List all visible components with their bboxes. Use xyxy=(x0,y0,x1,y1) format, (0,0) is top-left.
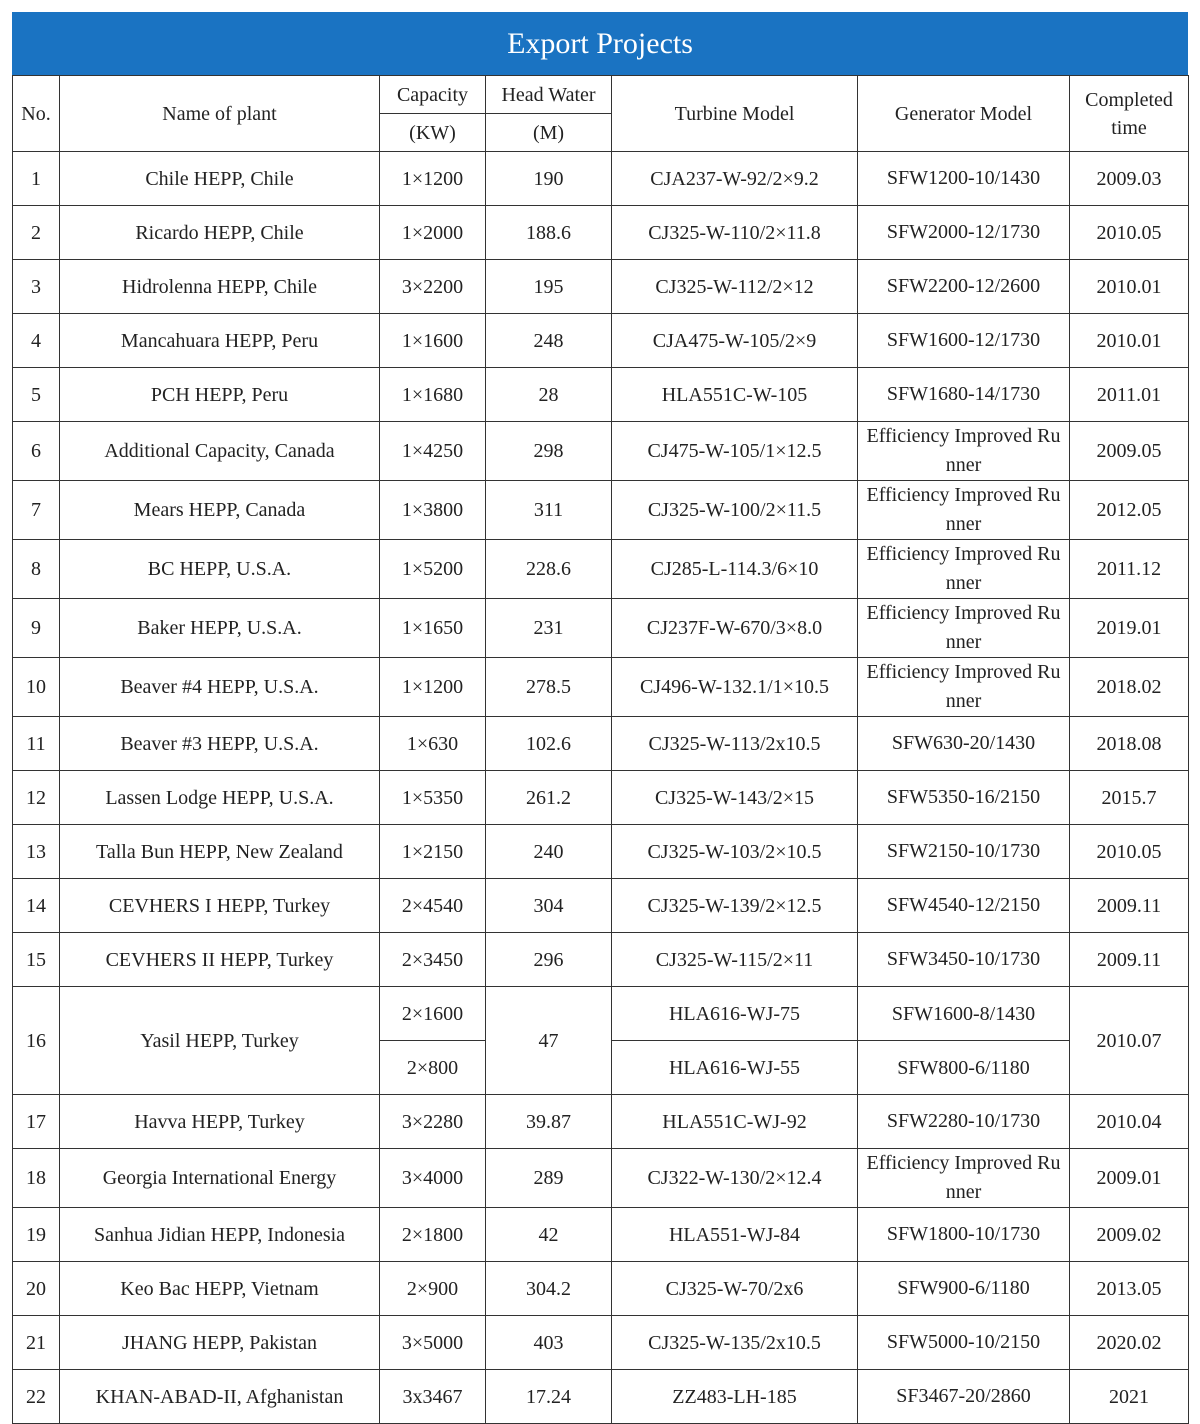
cell-capacity: 2×1600 xyxy=(380,987,486,1041)
cell-turbine: CJ322-W-130/2×12.4 xyxy=(612,1149,858,1208)
table-row xyxy=(13,879,1189,933)
cell-no: 10 xyxy=(13,658,60,717)
cell-head: 304 xyxy=(486,879,612,933)
cell-head: 403 xyxy=(486,1316,612,1370)
cell-turbine: CJ325-W-112/2×12 xyxy=(612,260,858,314)
cell-name: PCH HEPP, Peru xyxy=(60,368,380,422)
page-title: Export Projects xyxy=(12,12,1188,75)
cell-turbine: CJ285-L-114.3/6×10 xyxy=(612,540,858,599)
header-generator: Generator Model xyxy=(858,76,1070,152)
cell-turbine: ZZ483-LH-185 xyxy=(612,1370,858,1424)
cell-completed: 2010.01 xyxy=(1070,314,1189,368)
cell-capacity: 1×1600 xyxy=(380,314,486,368)
cell-name: BC HEPP, U.S.A. xyxy=(60,540,380,599)
cell-capacity: 1×1200 xyxy=(380,152,486,206)
table-row xyxy=(13,825,1189,879)
cell-no: 4 xyxy=(13,314,60,368)
cell-generator: Efficiency Improved Runner xyxy=(858,481,1070,540)
cell-capacity: 1×5200 xyxy=(380,540,486,599)
cell-name: KHAN-ABAD-II, Afghanistan xyxy=(60,1370,380,1424)
cell-no: 9 xyxy=(13,599,60,658)
cell-turbine: CJ325-W-143/2×15 xyxy=(612,771,858,825)
cell-generator: SFW2200-12/2600 xyxy=(858,260,1070,314)
cell-generator: Efficiency Improved Runner xyxy=(858,1149,1070,1208)
header-capacity-unit: (KW) xyxy=(380,114,486,152)
cell-name: Baker HEPP, U.S.A. xyxy=(60,599,380,658)
cell-no: 15 xyxy=(13,933,60,987)
cell-capacity: 1×1200 xyxy=(380,658,486,717)
cell-turbine: CJ325-W-135/2x10.5 xyxy=(612,1316,858,1370)
cell-generator: SFW1600-8/1430 xyxy=(858,987,1070,1041)
cell-generator: SFW5000-10/2150 xyxy=(858,1316,1070,1370)
cell-generator: Efficiency Improved Runner xyxy=(858,658,1070,717)
cell-head: 289 xyxy=(486,1149,612,1208)
cell-capacity: 2×800 xyxy=(380,1041,486,1095)
cell-no: 14 xyxy=(13,879,60,933)
cell-head: 304.2 xyxy=(486,1262,612,1316)
cell-capacity: 1×4250 xyxy=(380,422,486,481)
cell-no: 5 xyxy=(13,368,60,422)
cell-completed: 2015.7 xyxy=(1070,771,1189,825)
cell-name: Talla Bun HEPP, New Zealand xyxy=(60,825,380,879)
cell-turbine: HLA616-WJ-55 xyxy=(612,1041,858,1095)
cell-head: 195 xyxy=(486,260,612,314)
cell-no: 1 xyxy=(13,152,60,206)
cell-completed: 2010.05 xyxy=(1070,206,1189,260)
cell-capacity: 1×3800 xyxy=(380,481,486,540)
table-row xyxy=(13,1208,1189,1262)
cell-head: 47 xyxy=(486,987,612,1095)
cell-turbine: CJ496-W-132.1/1×10.5 xyxy=(612,658,858,717)
header-name: Name of plant xyxy=(60,76,380,152)
cell-generator: Efficiency Improved Runner xyxy=(858,422,1070,481)
cell-completed: 2018.08 xyxy=(1070,717,1189,771)
cell-turbine: HLA616-WJ-75 xyxy=(612,987,858,1041)
table-row xyxy=(13,987,1189,1041)
cell-no: 20 xyxy=(13,1262,60,1316)
cell-completed: 2013.05 xyxy=(1070,1262,1189,1316)
cell-turbine: CJ325-W-110/2×11.8 xyxy=(612,206,858,260)
cell-name: Georgia International Energy xyxy=(60,1149,380,1208)
cell-capacity: 1×2150 xyxy=(380,825,486,879)
cell-generator: SFW2280-10/1730 xyxy=(858,1095,1070,1149)
cell-name: Keo Bac HEPP, Vietnam xyxy=(60,1262,380,1316)
cell-no: 7 xyxy=(13,481,60,540)
cell-no: 17 xyxy=(13,1095,60,1149)
cell-generator: SFW1200-10/1430 xyxy=(858,152,1070,206)
cell-name: Beaver #3 HEPP, U.S.A. xyxy=(60,717,380,771)
table-row xyxy=(13,1095,1189,1149)
cell-capacity: 1×2000 xyxy=(380,206,486,260)
table-row xyxy=(13,717,1189,771)
table-row xyxy=(13,481,1189,540)
cell-turbine: CJ475-W-105/1×12.5 xyxy=(612,422,858,481)
cell-capacity: 1×5350 xyxy=(380,771,486,825)
cell-head: 42 xyxy=(486,1208,612,1262)
cell-turbine: HLA551C-W-105 xyxy=(612,368,858,422)
cell-no: 21 xyxy=(13,1316,60,1370)
table-body xyxy=(13,152,1189,1424)
cell-capacity: 1×630 xyxy=(380,717,486,771)
cell-completed: 2010.07 xyxy=(1070,987,1189,1095)
cell-capacity: 3x3467 xyxy=(380,1370,486,1424)
table-row xyxy=(13,658,1189,717)
cell-capacity: 3×2280 xyxy=(380,1095,486,1149)
cell-generator: SFW5350-16/2150 xyxy=(858,771,1070,825)
cell-completed: 2018.02 xyxy=(1070,658,1189,717)
cell-completed: 2011.12 xyxy=(1070,540,1189,599)
table-row xyxy=(13,933,1189,987)
cell-head: 231 xyxy=(486,599,612,658)
cell-no: 6 xyxy=(13,422,60,481)
cell-name: Additional Capacity, Canada xyxy=(60,422,380,481)
cell-no: 13 xyxy=(13,825,60,879)
table-row xyxy=(13,771,1189,825)
cell-generator: SFW3450-10/1730 xyxy=(858,933,1070,987)
cell-completed: 2009.03 xyxy=(1070,152,1189,206)
cell-name: Chile HEPP, Chile xyxy=(60,152,380,206)
cell-turbine: HLA551C-WJ-92 xyxy=(612,1095,858,1149)
cell-completed: 2020.02 xyxy=(1070,1316,1189,1370)
cell-name: CEVHERS I HEPP, Turkey xyxy=(60,879,380,933)
cell-head: 102.6 xyxy=(486,717,612,771)
cell-head: 311 xyxy=(486,481,612,540)
cell-turbine: CJ325-W-70/2x6 xyxy=(612,1262,858,1316)
cell-name: Yasil HEPP, Turkey xyxy=(60,987,380,1095)
cell-capacity: 2×4540 xyxy=(380,879,486,933)
table-row xyxy=(13,1316,1189,1370)
cell-generator: SF3467-20/2860 xyxy=(858,1370,1070,1424)
cell-name: Mears HEPP, Canada xyxy=(60,481,380,540)
cell-turbine: CJ237F-W-670/3×8.0 xyxy=(612,599,858,658)
cell-name: Mancahuara HEPP, Peru xyxy=(60,314,380,368)
cell-turbine: CJ325-W-139/2×12.5 xyxy=(612,879,858,933)
header-head-water: Head Water xyxy=(486,76,612,114)
table-header xyxy=(13,76,1189,152)
cell-no: 11 xyxy=(13,717,60,771)
cell-generator: SFW630-20/1430 xyxy=(858,717,1070,771)
cell-generator: SFW1600-12/1730 xyxy=(858,314,1070,368)
cell-head: 190 xyxy=(486,152,612,206)
cell-name: Beaver #4 HEPP, U.S.A. xyxy=(60,658,380,717)
cell-generator: SFW2150-10/1730 xyxy=(858,825,1070,879)
cell-capacity: 2×1800 xyxy=(380,1208,486,1262)
cell-completed: 2021 xyxy=(1070,1370,1189,1424)
cell-head: 298 xyxy=(486,422,612,481)
cell-turbine: CJ325-W-115/2×11 xyxy=(612,933,858,987)
cell-generator: Efficiency Improved Runner xyxy=(858,540,1070,599)
cell-completed: 2011.01 xyxy=(1070,368,1189,422)
cell-head: 296 xyxy=(486,933,612,987)
cell-turbine: CJ325-W-103/2×10.5 xyxy=(612,825,858,879)
header-head-unit: (M) xyxy=(486,114,612,152)
cell-no: 18 xyxy=(13,1149,60,1208)
cell-name: JHANG HEPP, Pakistan xyxy=(60,1316,380,1370)
cell-no: 12 xyxy=(13,771,60,825)
header-no: No. xyxy=(13,76,60,152)
table-row xyxy=(13,1262,1189,1316)
cell-capacity: 3×2200 xyxy=(380,260,486,314)
cell-no: 16 xyxy=(13,987,60,1095)
table-row xyxy=(13,314,1189,368)
cell-completed: 2009.02 xyxy=(1070,1208,1189,1262)
cell-generator: SFW900-6/1180 xyxy=(858,1262,1070,1316)
cell-capacity: 3×5000 xyxy=(380,1316,486,1370)
table-row xyxy=(13,368,1189,422)
cell-capacity: 2×3450 xyxy=(380,933,486,987)
cell-capacity: 1×1680 xyxy=(380,368,486,422)
table-row xyxy=(13,1370,1189,1424)
cell-completed: 2009.11 xyxy=(1070,933,1189,987)
export-projects-table xyxy=(12,75,1189,1424)
cell-generator: Efficiency Improved Runner xyxy=(858,599,1070,658)
cell-capacity: 1×1650 xyxy=(380,599,486,658)
cell-head: 228.6 xyxy=(486,540,612,599)
cell-completed: 2010.01 xyxy=(1070,260,1189,314)
cell-head: 188.6 xyxy=(486,206,612,260)
cell-completed: 2010.04 xyxy=(1070,1095,1189,1149)
cell-name: Sanhua Jidian HEPP, Indonesia xyxy=(60,1208,380,1262)
cell-no: 22 xyxy=(13,1370,60,1424)
cell-no: 3 xyxy=(13,260,60,314)
cell-capacity: 2×900 xyxy=(380,1262,486,1316)
table-row xyxy=(13,152,1189,206)
cell-name: Hidrolenna HEPP, Chile xyxy=(60,260,380,314)
cell-head: 28 xyxy=(486,368,612,422)
cell-head: 261.2 xyxy=(486,771,612,825)
header-capacity: Capacity xyxy=(380,76,486,114)
cell-no: 19 xyxy=(13,1208,60,1262)
cell-completed: 2009.01 xyxy=(1070,1149,1189,1208)
cell-turbine: CJA237-W-92/2×9.2 xyxy=(612,152,858,206)
cell-completed: 2009.11 xyxy=(1070,879,1189,933)
cell-head: 17.24 xyxy=(486,1370,612,1424)
cell-no: 8 xyxy=(13,540,60,599)
cell-turbine: CJ325-W-100/2×11.5 xyxy=(612,481,858,540)
cell-name: Havva HEPP, Turkey xyxy=(60,1095,380,1149)
cell-name: CEVHERS II HEPP, Turkey xyxy=(60,933,380,987)
cell-generator: SFW1680-14/1730 xyxy=(858,368,1070,422)
cell-generator: SFW4540-12/2150 xyxy=(858,879,1070,933)
header-turbine: Turbine Model xyxy=(612,76,858,152)
cell-turbine: CJA475-W-105/2×9 xyxy=(612,314,858,368)
cell-turbine: CJ325-W-113/2x10.5 xyxy=(612,717,858,771)
table-row xyxy=(13,260,1189,314)
header-completed: Completed time xyxy=(1070,76,1189,152)
cell-capacity: 3×4000 xyxy=(380,1149,486,1208)
cell-no: 2 xyxy=(13,206,60,260)
cell-head: 39.87 xyxy=(486,1095,612,1149)
cell-head: 240 xyxy=(486,825,612,879)
cell-turbine: HLA551-WJ-84 xyxy=(612,1208,858,1262)
table-row xyxy=(13,1149,1189,1208)
cell-generator: SFW800-6/1180 xyxy=(858,1041,1070,1095)
table-row xyxy=(13,540,1189,599)
cell-generator: SFW2000-12/1730 xyxy=(858,206,1070,260)
cell-completed: 2010.05 xyxy=(1070,825,1189,879)
table-row xyxy=(13,206,1189,260)
table-row xyxy=(13,422,1189,481)
cell-completed: 2019.01 xyxy=(1070,599,1189,658)
cell-completed: 2009.05 xyxy=(1070,422,1189,481)
table-row xyxy=(13,599,1189,658)
cell-generator: SFW1800-10/1730 xyxy=(858,1208,1070,1262)
cell-name: Ricardo HEPP, Chile xyxy=(60,206,380,260)
cell-head: 248 xyxy=(486,314,612,368)
cell-completed: 2012.05 xyxy=(1070,481,1189,540)
cell-name: Lassen Lodge HEPP, U.S.A. xyxy=(60,771,380,825)
cell-head: 278.5 xyxy=(486,658,612,717)
